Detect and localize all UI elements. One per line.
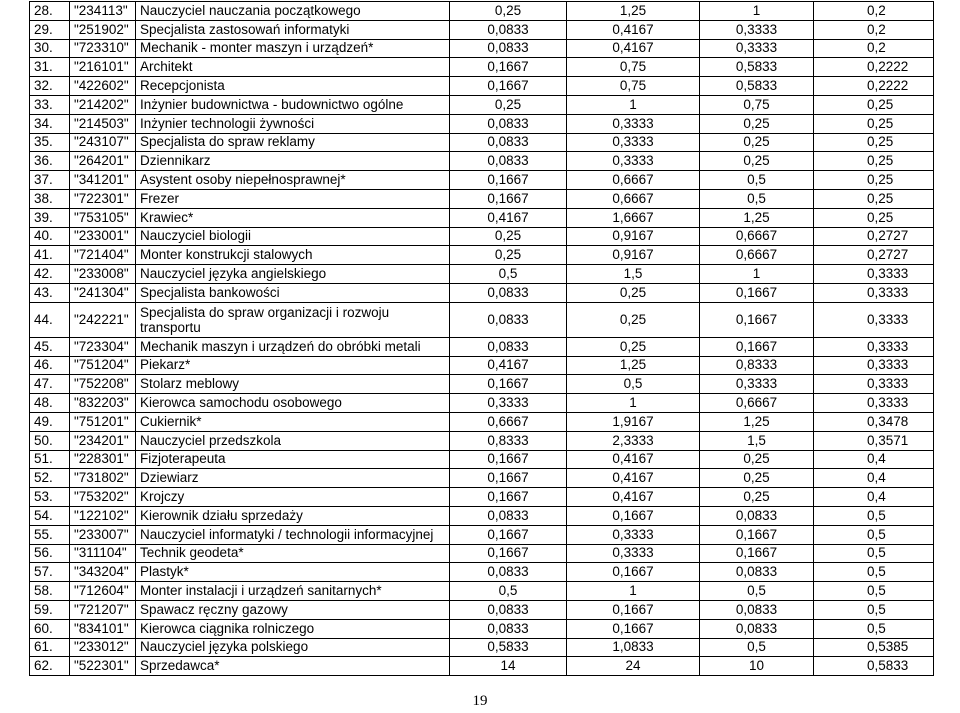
occupation-cell: Nauczyciel nauczania początkowego: [136, 2, 450, 21]
value-3-cell: 0,75: [700, 95, 814, 114]
row-number-cell: 52.: [30, 469, 70, 488]
occupation-cell: Inżynier budownictwa - budownictwo ogólne: [136, 95, 450, 114]
value-2-cell: 0,25: [567, 337, 700, 356]
occupation-cell: Krojczy: [136, 488, 450, 507]
value-1-cell: 0,1667: [450, 544, 567, 563]
value-3-cell: 0,8333: [700, 356, 814, 375]
value-1-cell: 0,0833: [450, 506, 567, 525]
code-cell: "264201": [70, 152, 136, 171]
table-row: [30, 544, 934, 563]
value-1-cell: 0,5833: [450, 638, 567, 657]
value-3-cell: 0,0833: [700, 506, 814, 525]
value-4-cell: 0,3333: [814, 265, 934, 284]
code-cell: "233012": [70, 638, 136, 657]
occupation-cell: Asystent osoby niepełnosprawnej*: [136, 171, 450, 190]
value-4-cell: 0,2222: [814, 77, 934, 96]
value-2-cell: 0,6667: [567, 189, 700, 208]
table-row: [30, 152, 934, 171]
value-2-cell: 1: [567, 394, 700, 413]
value-3-cell: 0,5: [700, 582, 814, 601]
value-4-cell: 0,2: [814, 2, 934, 21]
value-1-cell: 0,0833: [450, 114, 567, 133]
value-4-cell: 0,25: [814, 208, 934, 227]
value-4-cell: 0,25: [814, 114, 934, 133]
value-1-cell: 0,0833: [450, 152, 567, 171]
value-4-cell: 0,2: [814, 20, 934, 39]
value-4-cell: 0,5: [814, 582, 934, 601]
value-2-cell: 0,9167: [567, 227, 700, 246]
occupation-cell: Mechanik maszyn i urządzeń do obróbki metali: [136, 337, 450, 356]
value-3-cell: 0,0833: [700, 619, 814, 638]
row-number-cell: 58.: [30, 582, 70, 601]
code-cell: "522301": [70, 657, 136, 676]
value-3-cell: 0,1667: [700, 544, 814, 563]
code-cell: "233007": [70, 525, 136, 544]
row-number-cell: 44.: [30, 302, 70, 337]
value-1-cell: 0,0833: [450, 133, 567, 152]
occupation-cell: Kierownik działu sprzedaży: [136, 506, 450, 525]
value-1-cell: 0,0833: [450, 20, 567, 39]
table-row: [30, 58, 934, 77]
code-cell: "752208": [70, 375, 136, 394]
table-row: [30, 265, 934, 284]
code-cell: "242221": [70, 302, 136, 337]
value-4-cell: 0,5833: [814, 657, 934, 676]
value-2-cell: 1,6667: [567, 208, 700, 227]
value-2-cell: 0,3333: [567, 114, 700, 133]
row-number-cell: 42.: [30, 265, 70, 284]
occupation-cell: Dziennikarz: [136, 152, 450, 171]
value-3-cell: 0,25: [700, 450, 814, 469]
code-cell: "731802": [70, 469, 136, 488]
occupation-cell: Frezer: [136, 189, 450, 208]
value-3-cell: 0,1667: [700, 525, 814, 544]
value-3-cell: 0,1667: [700, 283, 814, 302]
table-row: [30, 375, 934, 394]
row-number-cell: 60.: [30, 619, 70, 638]
value-3-cell: 0,25: [700, 152, 814, 171]
code-cell: "241304": [70, 283, 136, 302]
value-3-cell: 0,0833: [700, 600, 814, 619]
code-cell: "751201": [70, 412, 136, 431]
value-3-cell: 0,25: [700, 488, 814, 507]
value-1-cell: 0,25: [450, 227, 567, 246]
value-4-cell: 0,2222: [814, 58, 934, 77]
row-number-cell: 37.: [30, 171, 70, 190]
code-cell: "233008": [70, 265, 136, 284]
row-number-cell: 45.: [30, 337, 70, 356]
value-4-cell: 0,5385: [814, 638, 934, 657]
row-number-cell: 61.: [30, 638, 70, 657]
occupation-cell: Inżynier technologii żywności: [136, 114, 450, 133]
occupation-cell: Spawacz ręczny gazowy: [136, 600, 450, 619]
row-number-cell: 41.: [30, 246, 70, 265]
occupation-cell: Sprzedawca*: [136, 657, 450, 676]
row-number-cell: 35.: [30, 133, 70, 152]
code-cell: "214503": [70, 114, 136, 133]
row-number-cell: 48.: [30, 394, 70, 413]
row-number-cell: 56.: [30, 544, 70, 563]
value-3-cell: 0,5833: [700, 77, 814, 96]
table-row: [30, 469, 934, 488]
value-1-cell: 0,1667: [450, 375, 567, 394]
value-4-cell: 0,4: [814, 469, 934, 488]
occupation-cell: Monter konstrukcji stalowych: [136, 246, 450, 265]
code-cell: "753105": [70, 208, 136, 227]
value-1-cell: 0,1667: [450, 171, 567, 190]
table-row: [30, 337, 934, 356]
code-cell: "723304": [70, 337, 136, 356]
row-number-cell: 50.: [30, 431, 70, 450]
occupation-cell: Monter instalacji i urządzeń sanitarnych*: [136, 582, 450, 601]
occupation-cell: Specjalista do spraw reklamy: [136, 133, 450, 152]
table-row: [30, 506, 934, 525]
value-2-cell: 0,4167: [567, 450, 700, 469]
value-3-cell: 0,1667: [700, 337, 814, 356]
value-1-cell: 0,0833: [450, 337, 567, 356]
value-4-cell: 0,5: [814, 506, 934, 525]
table-row: [30, 582, 934, 601]
value-1-cell: 0,25: [450, 2, 567, 21]
code-cell: "722301": [70, 189, 136, 208]
row-number-cell: 47.: [30, 375, 70, 394]
value-3-cell: 0,5: [700, 638, 814, 657]
value-3-cell: 0,25: [700, 114, 814, 133]
occupation-cell: Nauczyciel informatyki / technologii informacyjnej: [136, 525, 450, 544]
value-4-cell: 0,3333: [814, 394, 934, 413]
table-row: [30, 246, 934, 265]
code-cell: "751204": [70, 356, 136, 375]
table-row: [30, 189, 934, 208]
value-3-cell: 0,5: [700, 189, 814, 208]
occupation-cell: Piekarz*: [136, 356, 450, 375]
value-1-cell: 0,0833: [450, 563, 567, 582]
table-row: [30, 356, 934, 375]
value-2-cell: 0,4167: [567, 20, 700, 39]
value-4-cell: 0,5: [814, 563, 934, 582]
value-2-cell: 1,9167: [567, 412, 700, 431]
value-3-cell: 0,3333: [700, 39, 814, 58]
value-1-cell: 0,3333: [450, 394, 567, 413]
row-number-cell: 43.: [30, 283, 70, 302]
row-number-cell: 40.: [30, 227, 70, 246]
value-3-cell: 0,6667: [700, 394, 814, 413]
occupation-cell: Plastyk*: [136, 563, 450, 582]
value-4-cell: 0,25: [814, 133, 934, 152]
value-1-cell: 0,0833: [450, 302, 567, 337]
table-row: [30, 95, 934, 114]
value-3-cell: 0,3333: [700, 20, 814, 39]
occupation-cell: Mechanik - monter maszyn i urządzeń*: [136, 39, 450, 58]
value-1-cell: 0,1667: [450, 525, 567, 544]
value-3-cell: 0,1667: [700, 302, 814, 337]
occupation-cell: Recepcjonista: [136, 77, 450, 96]
occupation-cell: Nauczyciel przedszkola: [136, 431, 450, 450]
value-4-cell: 0,25: [814, 152, 934, 171]
code-cell: "214202": [70, 95, 136, 114]
code-cell: "721404": [70, 246, 136, 265]
row-number-cell: 31.: [30, 58, 70, 77]
value-2-cell: 1,5: [567, 265, 700, 284]
value-3-cell: 1: [700, 2, 814, 21]
value-2-cell: 0,3333: [567, 544, 700, 563]
value-4-cell: 0,5: [814, 544, 934, 563]
value-2-cell: 24: [567, 657, 700, 676]
value-1-cell: 0,0833: [450, 600, 567, 619]
code-cell: "233001": [70, 227, 136, 246]
occupation-cell: Specjalista do spraw organizacji i rozwoju transportu: [136, 302, 450, 337]
value-2-cell: 1,25: [567, 2, 700, 21]
row-number-cell: 62.: [30, 657, 70, 676]
value-2-cell: 0,3333: [567, 133, 700, 152]
value-1-cell: 0,5: [450, 265, 567, 284]
value-1-cell: 0,1667: [450, 77, 567, 96]
code-cell: "834101": [70, 619, 136, 638]
value-4-cell: 0,3478: [814, 412, 934, 431]
occupation-cell: Nauczyciel języka polskiego: [136, 638, 450, 657]
value-4-cell: 0,4: [814, 488, 934, 507]
value-2-cell: 0,1667: [567, 600, 700, 619]
value-3-cell: 10: [700, 657, 814, 676]
value-2-cell: 0,1667: [567, 506, 700, 525]
table-row: [30, 77, 934, 96]
table-row: [30, 450, 934, 469]
value-3-cell: 0,6667: [700, 246, 814, 265]
value-3-cell: 0,5833: [700, 58, 814, 77]
value-3-cell: 1,5: [700, 431, 814, 450]
code-cell: "832203": [70, 394, 136, 413]
occupations-table: [29, 1, 934, 676]
occupation-cell: Architekt: [136, 58, 450, 77]
value-3-cell: 0,0833: [700, 563, 814, 582]
table-row: [30, 525, 934, 544]
row-number-cell: 29.: [30, 20, 70, 39]
code-cell: "753202": [70, 488, 136, 507]
value-3-cell: 1: [700, 265, 814, 284]
table-row: [30, 20, 934, 39]
value-2-cell: 2,3333: [567, 431, 700, 450]
value-2-cell: 0,4167: [567, 488, 700, 507]
row-number-cell: 55.: [30, 525, 70, 544]
occupation-cell: Nauczyciel biologii: [136, 227, 450, 246]
value-4-cell: 0,5: [814, 619, 934, 638]
value-4-cell: 0,4: [814, 450, 934, 469]
value-2-cell: 0,5: [567, 375, 700, 394]
value-4-cell: 0,5: [814, 525, 934, 544]
row-number-cell: 39.: [30, 208, 70, 227]
value-2-cell: 1,25: [567, 356, 700, 375]
row-number-cell: 59.: [30, 600, 70, 619]
table-row: [30, 394, 934, 413]
value-2-cell: 0,4167: [567, 469, 700, 488]
value-1-cell: 0,0833: [450, 619, 567, 638]
table-row: [30, 657, 934, 676]
code-cell: "234113": [70, 2, 136, 21]
value-2-cell: 0,1667: [567, 619, 700, 638]
row-number-cell: 36.: [30, 152, 70, 171]
row-number-cell: 32.: [30, 77, 70, 96]
table-row: [30, 114, 934, 133]
value-1-cell: 0,1667: [450, 450, 567, 469]
value-2-cell: 0,6667: [567, 171, 700, 190]
value-1-cell: 0,25: [450, 95, 567, 114]
value-2-cell: 0,3333: [567, 525, 700, 544]
code-cell: "311104": [70, 544, 136, 563]
value-4-cell: 0,3333: [814, 302, 934, 337]
value-2-cell: 0,25: [567, 302, 700, 337]
value-4-cell: 0,3571: [814, 431, 934, 450]
table-row: [30, 283, 934, 302]
table-row: [30, 431, 934, 450]
value-4-cell: 0,25: [814, 189, 934, 208]
code-cell: "228301": [70, 450, 136, 469]
value-3-cell: 1,25: [700, 412, 814, 431]
table-row: [30, 600, 934, 619]
value-4-cell: 0,25: [814, 95, 934, 114]
row-number-cell: 49.: [30, 412, 70, 431]
value-3-cell: 0,25: [700, 469, 814, 488]
code-cell: "234201": [70, 431, 136, 450]
value-4-cell: 0,2: [814, 39, 934, 58]
value-1-cell: 0,4167: [450, 356, 567, 375]
occupation-cell: Cukiernik*: [136, 412, 450, 431]
code-cell: "341201": [70, 171, 136, 190]
value-2-cell: 0,75: [567, 58, 700, 77]
value-3-cell: 0,6667: [700, 227, 814, 246]
code-cell: "422602": [70, 77, 136, 96]
occupation-cell: Krawiec*: [136, 208, 450, 227]
value-2-cell: 1: [567, 582, 700, 601]
value-4-cell: 0,2727: [814, 227, 934, 246]
value-2-cell: 0,1667: [567, 563, 700, 582]
table-row: [30, 563, 934, 582]
value-1-cell: 0,4167: [450, 208, 567, 227]
value-3-cell: 1,25: [700, 208, 814, 227]
row-number-cell: 33.: [30, 95, 70, 114]
value-1-cell: 0,1667: [450, 189, 567, 208]
occupation-cell: Stolarz meblowy: [136, 375, 450, 394]
value-1-cell: 0,5: [450, 582, 567, 601]
row-number-cell: 53.: [30, 488, 70, 507]
value-1-cell: 0,8333: [450, 431, 567, 450]
row-number-cell: 54.: [30, 506, 70, 525]
table-row: [30, 227, 934, 246]
table-row: [30, 208, 934, 227]
value-4-cell: 0,3333: [814, 283, 934, 302]
row-number-cell: 38.: [30, 189, 70, 208]
value-4-cell: 0,3333: [814, 337, 934, 356]
occupation-cell: Nauczyciel języka angielskiego: [136, 265, 450, 284]
table-row: [30, 133, 934, 152]
row-number-cell: 57.: [30, 563, 70, 582]
table-row: [30, 2, 934, 21]
value-1-cell: 0,1667: [450, 469, 567, 488]
occupation-cell: Fizjoterapeuta: [136, 450, 450, 469]
value-1-cell: 0,0833: [450, 283, 567, 302]
table-row: [30, 412, 934, 431]
code-cell: "721207": [70, 600, 136, 619]
row-number-cell: 34.: [30, 114, 70, 133]
occupation-cell: Specjalista zastosowań informatyki: [136, 20, 450, 39]
value-1-cell: 0,1667: [450, 488, 567, 507]
occupation-cell: Specjalista bankowości: [136, 283, 450, 302]
value-4-cell: 0,3333: [814, 356, 934, 375]
table-row: [30, 638, 934, 657]
code-cell: "723310": [70, 39, 136, 58]
value-1-cell: 0,0833: [450, 39, 567, 58]
table-row: [30, 619, 934, 638]
page-number: 19: [472, 693, 488, 709]
occupation-cell: Dziewiarz: [136, 469, 450, 488]
occupation-cell: Kierowca ciągnika rolniczego: [136, 619, 450, 638]
code-cell: "343204": [70, 563, 136, 582]
value-4-cell: 0,3333: [814, 375, 934, 394]
value-2-cell: 0,9167: [567, 246, 700, 265]
table-body: [30, 2, 934, 676]
value-4-cell: 0,5: [814, 600, 934, 619]
table-row: [30, 302, 934, 337]
value-1-cell: 0,6667: [450, 412, 567, 431]
value-3-cell: 0,25: [700, 133, 814, 152]
value-2-cell: 0,25: [567, 283, 700, 302]
code-cell: "216101": [70, 58, 136, 77]
code-cell: "251902": [70, 20, 136, 39]
value-3-cell: 0,3333: [700, 375, 814, 394]
occupation-cell: Technik geodeta*: [136, 544, 450, 563]
value-4-cell: 0,2727: [814, 246, 934, 265]
value-2-cell: 0,3333: [567, 152, 700, 171]
row-number-cell: 46.: [30, 356, 70, 375]
row-number-cell: 30.: [30, 39, 70, 58]
table-row: [30, 171, 934, 190]
value-2-cell: 1: [567, 95, 700, 114]
table-row: [30, 488, 934, 507]
value-4-cell: 0,25: [814, 171, 934, 190]
code-cell: "243107": [70, 133, 136, 152]
code-cell: "122102": [70, 506, 136, 525]
code-cell: "712604": [70, 582, 136, 601]
occupation-cell: Kierowca samochodu osobowego: [136, 394, 450, 413]
table-row: [30, 39, 934, 58]
value-2-cell: 1,0833: [567, 638, 700, 657]
value-2-cell: 0,4167: [567, 39, 700, 58]
value-2-cell: 0,75: [567, 77, 700, 96]
value-3-cell: 0,5: [700, 171, 814, 190]
value-1-cell: 14: [450, 657, 567, 676]
value-1-cell: 0,1667: [450, 58, 567, 77]
value-1-cell: 0,25: [450, 246, 567, 265]
row-number-cell: 28.: [30, 2, 70, 21]
row-number-cell: 51.: [30, 450, 70, 469]
